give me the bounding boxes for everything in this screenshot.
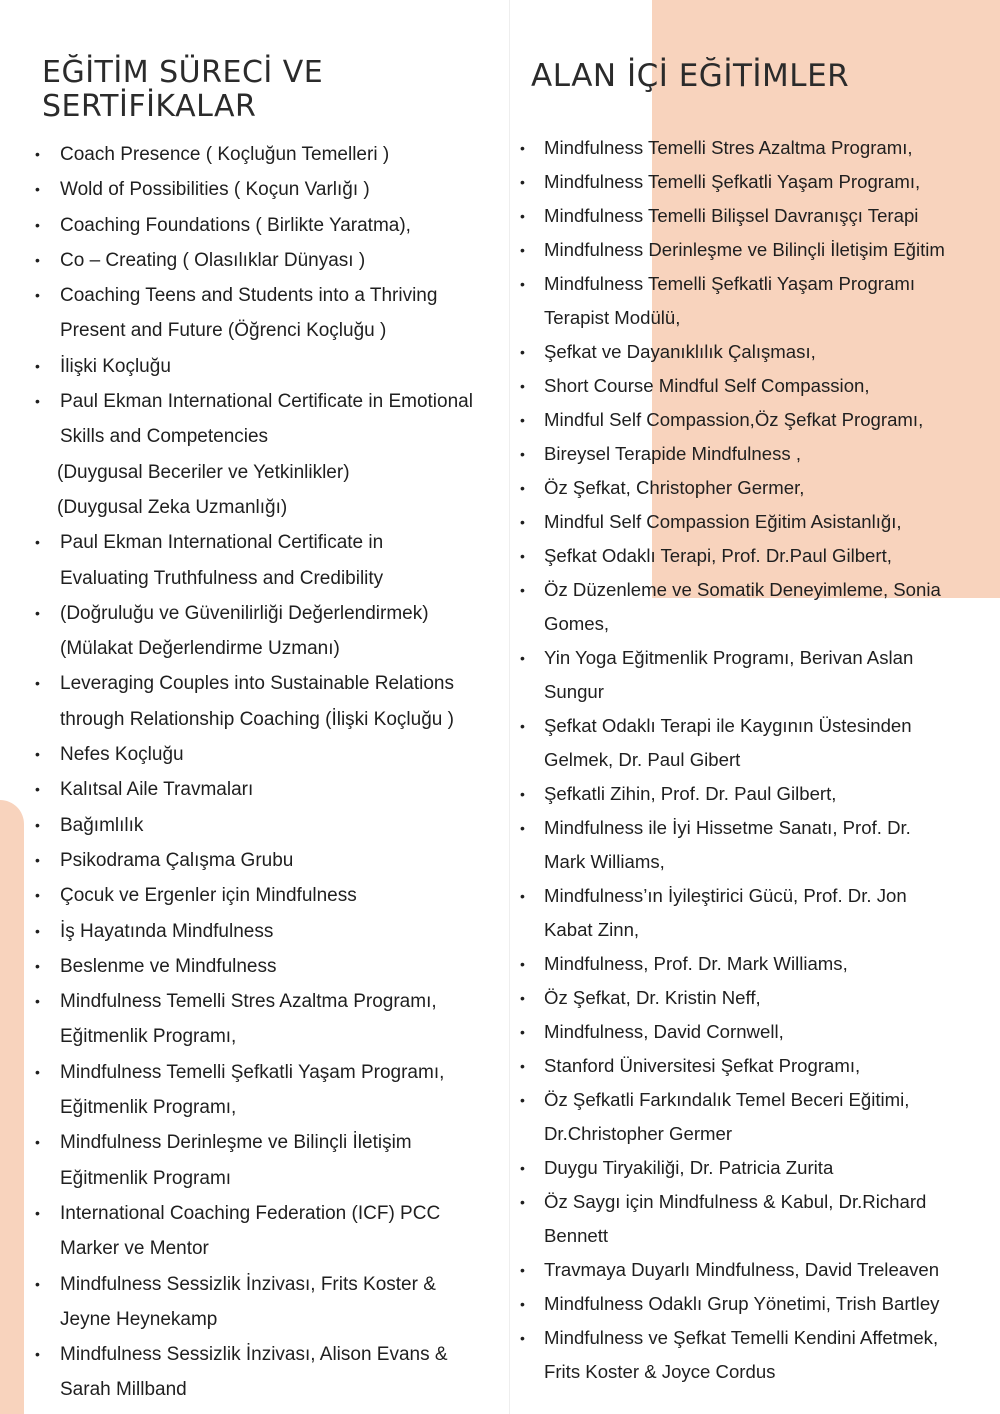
list-item-text: Mindfulness Temelli Bilişsel Davranışçı Terapi: [544, 205, 919, 226]
list-item: [0, 1125, 505, 1196]
bullet-icon: •: [520, 786, 525, 802]
bullet-icon: •: [520, 514, 525, 530]
list-item: [512, 709, 1000, 777]
bullet-icon: •: [520, 956, 525, 972]
list-item: [512, 981, 1000, 1015]
list-item-text: Coaching Teens and Students into a Thriving: [60, 285, 438, 307]
list-item-text: Evaluating Truthfulness and Credibility: [60, 567, 384, 589]
bullet-icon: •: [35, 357, 40, 374]
bullet-icon: •: [520, 344, 525, 360]
list-item-text: Mindfulness, David Cornwell,: [544, 1021, 784, 1042]
bullet-icon: •: [35, 675, 40, 692]
list-item: [0, 172, 505, 207]
list-item: [512, 641, 1000, 709]
list-item-text: Öz Şefkat, Christopher Germer,: [544, 477, 805, 498]
bullet-icon: •: [520, 1330, 525, 1346]
bullet-icon: •: [520, 140, 525, 156]
list-item: [0, 349, 505, 384]
list-item: [512, 573, 1000, 641]
list-item-text: Psikodrama Çalışma Grubu: [60, 849, 294, 871]
bullet-icon: •: [520, 1194, 525, 1210]
list-item-text: Coach Presence ( Koçluğun Temelleri ): [60, 144, 390, 165]
education-certificates-heading: [42, 56, 323, 124]
bullet-icon: •: [35, 781, 40, 798]
list-item: [512, 335, 1000, 369]
bullet-icon: •: [520, 1024, 525, 1040]
list-item-text: Frits Koster & Joyce Cordus: [544, 1361, 776, 1382]
list-item: [512, 471, 1000, 505]
list-item-text: Travmaya Duyarlı Mindfulness, David Treleaven: [544, 1259, 940, 1280]
bullet-icon: •: [520, 378, 525, 394]
bullet-icon: •: [520, 412, 525, 428]
bullet-icon: •: [35, 251, 40, 268]
list-item: [512, 199, 1000, 233]
bullet-icon: •: [520, 582, 525, 598]
list-item: [512, 233, 1000, 267]
list-item-text: Mindfulness ve Şefkat Temelli Kendini Affetmek,: [544, 1327, 939, 1348]
list-item-text: (Doğruluğu ve Güvenilirliği Değerlendirmek): [60, 602, 429, 624]
bullet-icon: •: [520, 446, 525, 462]
list-item-text: Mindfulness ile İyi Hissetme Sanatı, Prof. Dr.: [544, 817, 911, 838]
list-item: [0, 384, 505, 525]
list-item-text: (Duygusal Zeka Uzmanlığı): [57, 496, 288, 518]
list-item: [0, 949, 505, 984]
list-item-text: Şefkat Odaklı Terapi ile Kaygının Üstesinden: [544, 715, 912, 736]
list-item-text: Eğitmenlik Programı,: [60, 1026, 237, 1048]
bullet-icon: •: [520, 208, 525, 224]
list-item: [512, 1083, 1000, 1151]
list-item-text: Mindfulness Temelli Stres Azaltma Programı,: [60, 991, 437, 1013]
list-item-text: Mindfulness Temelli Şefkatli Yaşam Programı: [544, 273, 915, 294]
list-item-text: Jeyne Heynekamp: [60, 1308, 218, 1330]
bullet-icon: •: [35, 1204, 40, 1221]
list-item: [0, 243, 505, 278]
list-item-text: Şefkat ve Dayanıklılık Çalışması,: [544, 341, 816, 362]
list-item-text: Öz Şefkat, Dr. Kristin Neff,: [544, 987, 761, 1008]
bullet-icon: •: [520, 548, 525, 564]
column-divider: [509, 0, 510, 1414]
bullet-icon: •: [35, 957, 40, 974]
list-item: [512, 777, 1000, 811]
list-item: [512, 811, 1000, 879]
list-item-text: Marker ve Mentor: [60, 1238, 209, 1260]
list-item: [512, 1015, 1000, 1049]
bullet-icon: •: [520, 1058, 525, 1074]
bullet-icon: •: [520, 888, 525, 904]
list-item-text: through Relationship Coaching (İlişki Koçluğu ): [60, 708, 454, 730]
list-item-text: Çocuk ve Ergenler için Mindfulness: [60, 885, 357, 907]
bullet-icon: •: [520, 1160, 525, 1176]
list-item: [0, 914, 505, 949]
list-item-text: Wold of Possibilities ( Koçun Varlığı ): [60, 179, 370, 201]
list-item: [0, 1055, 505, 1126]
list-item-text: Bireysel Terapide Mindfulness ,: [544, 443, 801, 464]
list-item-text: Şefkatli Zihin, Prof. Dr. Paul Gilbert,: [544, 783, 837, 804]
list-item-text: Öz Düzenleme ve Somatik Deneyimleme, Sonia: [544, 579, 941, 600]
list-item-text: Mindfulness Temelli Şefkatli Yaşam Programı,: [544, 171, 921, 192]
list-item-text: Kabat Zinn,: [544, 919, 640, 940]
list-item: [0, 1196, 505, 1267]
list-item: [0, 666, 505, 737]
list-item: [0, 878, 505, 913]
list-item-text: Gelmek, Dr. Paul Gibert: [544, 749, 741, 770]
list-item-text: Mindfulness Odaklı Grup Yönetimi, Trish Bartley: [544, 1293, 940, 1314]
list-item: [512, 879, 1000, 947]
list-item: [512, 165, 1000, 199]
list-item: [512, 131, 1000, 165]
list-item: [512, 1185, 1000, 1253]
list-item-text: Mindfulness, Prof. Dr. Mark Williams,: [544, 953, 848, 974]
heading-line: SERTİFİKALAR: [42, 89, 257, 124]
bullet-icon: •: [35, 746, 40, 763]
list-item: [512, 1049, 1000, 1083]
bullet-icon: •: [35, 1275, 40, 1292]
bullet-icon: •: [35, 534, 40, 551]
list-item-text: Mindfulness Temelli Stres Azaltma Programı,: [544, 137, 913, 158]
list-item-text: Kalıtsal Aile Travmaları: [60, 779, 254, 801]
bullet-icon: •: [35, 922, 40, 939]
bullet-icon: •: [35, 181, 40, 198]
list-item: [0, 1267, 505, 1338]
list-item: [512, 539, 1000, 573]
list-item-text: Sungur: [544, 681, 604, 702]
bullet-icon: •: [35, 146, 40, 162]
bullet-icon: •: [35, 287, 40, 304]
list-item-text: İş Hayatında Mindfulness: [60, 920, 274, 942]
list-item-text: Öz Şefkatli Farkındalık Temel Beceri Eğitimi,: [544, 1089, 910, 1110]
list-item-text: Eğitmenlik Programı,: [60, 1097, 237, 1119]
list-item-text: Yin Yoga Eğitmenlik Programı, Berivan Aslan: [544, 647, 914, 668]
list-item: [512, 1321, 1000, 1389]
list-item: [0, 137, 505, 172]
bullet-icon: •: [35, 887, 40, 904]
bullet-icon: •: [520, 276, 525, 292]
bullet-icon: •: [520, 480, 525, 496]
list-item: [512, 505, 1000, 539]
list-item: [512, 403, 1000, 437]
list-item: [0, 525, 505, 596]
list-item-text: Duygu Tiryakiliği, Dr. Patricia Zurita: [544, 1157, 834, 1178]
bullet-icon: •: [35, 604, 40, 621]
list-item: [0, 772, 505, 807]
list-item-text: Skills and Competencies: [60, 426, 269, 448]
list-item: [0, 1337, 505, 1408]
list-item-text: Co – Creating ( Olasılıklar Dünyası ): [60, 249, 366, 271]
list-item: [0, 278, 505, 349]
list-item-text: Bağımlılık: [60, 814, 144, 836]
list-item-text: Bennett: [544, 1225, 609, 1246]
list-item: [0, 843, 505, 878]
bullet-icon: •: [520, 718, 525, 734]
list-item-text: Coaching Foundations ( Birlikte Yaratma),: [60, 214, 411, 236]
list-item-text: Mindfulness Temelli Şefkatli Yaşam Programı,: [60, 1061, 445, 1083]
list-item: [512, 947, 1000, 981]
bullet-icon: •: [35, 851, 40, 868]
list-item: [512, 369, 1000, 403]
bullet-icon: •: [520, 1092, 525, 1108]
bullet-icon: •: [35, 1346, 40, 1363]
bullet-icon: •: [520, 1296, 525, 1312]
list-item: [512, 1287, 1000, 1321]
bullet-icon: •: [35, 816, 40, 833]
list-item-text: International Coaching Federation (ICF) PCC: [60, 1202, 441, 1224]
bullet-icon: •: [35, 393, 40, 410]
list-item-text: Mindfulness Sessizlik İnzivası, Alison Evans &: [60, 1344, 448, 1366]
list-item: [0, 596, 505, 667]
list-item-text: Present and Future (Öğrenci Koçluğu ): [60, 320, 387, 342]
bullet-icon: •: [520, 174, 525, 190]
list-item: [0, 208, 505, 243]
list-item-text: Mindfulness Derinleşme ve Bilinçli İletişim Eğitim: [544, 239, 945, 260]
list-item-text: Dr.Christopher Germer: [544, 1123, 733, 1144]
list-item-text: Short Course Mindful Self Compassion,: [544, 375, 870, 396]
list-item: [0, 737, 505, 772]
education-certificates-list: [0, 137, 505, 1408]
list-item-text: Beslenme ve Mindfulness: [60, 955, 277, 977]
field-trainings-heading: ALAN İÇİ EĞİTİMLER: [531, 58, 850, 94]
list-item-text: Nefes Koçluğu: [60, 744, 184, 766]
list-item-text: Paul Ekman International Certificate in: [60, 532, 384, 554]
list-item-text: Mindfulness Sessizlik İnzivası, Frits Koster &: [60, 1273, 436, 1295]
list-item-text: Gomes,: [544, 613, 610, 634]
list-item-text: Mindful Self Compassion,Öz Şefkat Programı,: [544, 409, 924, 430]
list-item-text: (Mülakat Değerlendirme Uzmanı): [60, 638, 340, 660]
heading-line: EĞİTİM SÜRECİ VE: [42, 55, 324, 90]
list-item-text: Mindfulness Derinleşme ve Bilinçli İletişim: [60, 1132, 412, 1154]
list-item: [512, 1253, 1000, 1287]
list-item-text: Stanford Üniversitesi Şefkat Programı,: [544, 1055, 861, 1076]
list-item-text: Şefkat Odaklı Terapi, Prof. Dr.Paul Gilbert,: [544, 545, 892, 566]
list-item-text: Leveraging Couples into Sustainable Relations: [60, 673, 454, 695]
list-item-text: Eğitmenlik Programı: [60, 1167, 232, 1189]
list-item: [512, 267, 1000, 335]
list-item: [512, 1151, 1000, 1185]
bullet-icon: •: [520, 650, 525, 666]
list-item-text: Paul Ekman International Certificate in Emotional: [60, 391, 473, 413]
list-item: [0, 984, 505, 1055]
bullet-icon: •: [520, 242, 525, 258]
list-item-text: Sarah Millband: [60, 1379, 187, 1401]
list-item-text: Mindfulness’ın İyileştirici Gücü, Prof. Dr. Jon: [544, 885, 907, 906]
field-trainings-list: [512, 131, 1000, 1389]
bullet-icon: •: [520, 1262, 525, 1278]
bullet-icon: •: [35, 1134, 40, 1151]
list-item-text: Öz Saygı için Mindfulness & Kabul, Dr.Richard: [544, 1191, 927, 1212]
list-item-text: Mark Williams,: [544, 851, 665, 872]
list-item: [512, 437, 1000, 471]
bullet-icon: •: [35, 993, 40, 1010]
bullet-icon: •: [520, 990, 525, 1006]
list-item-text: İlişki Koçluğu: [60, 355, 171, 377]
list-item: [0, 808, 505, 843]
list-item-text: Mindful Self Compassion Eğitim Asistanlığı,: [544, 511, 902, 532]
list-item-text: Terapist Modülü,: [544, 307, 681, 328]
bullet-icon: •: [520, 820, 525, 836]
bullet-icon: •: [35, 1063, 40, 1080]
bullet-icon: •: [35, 216, 40, 233]
list-item-text: (Duygusal Beceriler ve Yetkinlikler): [57, 461, 350, 483]
